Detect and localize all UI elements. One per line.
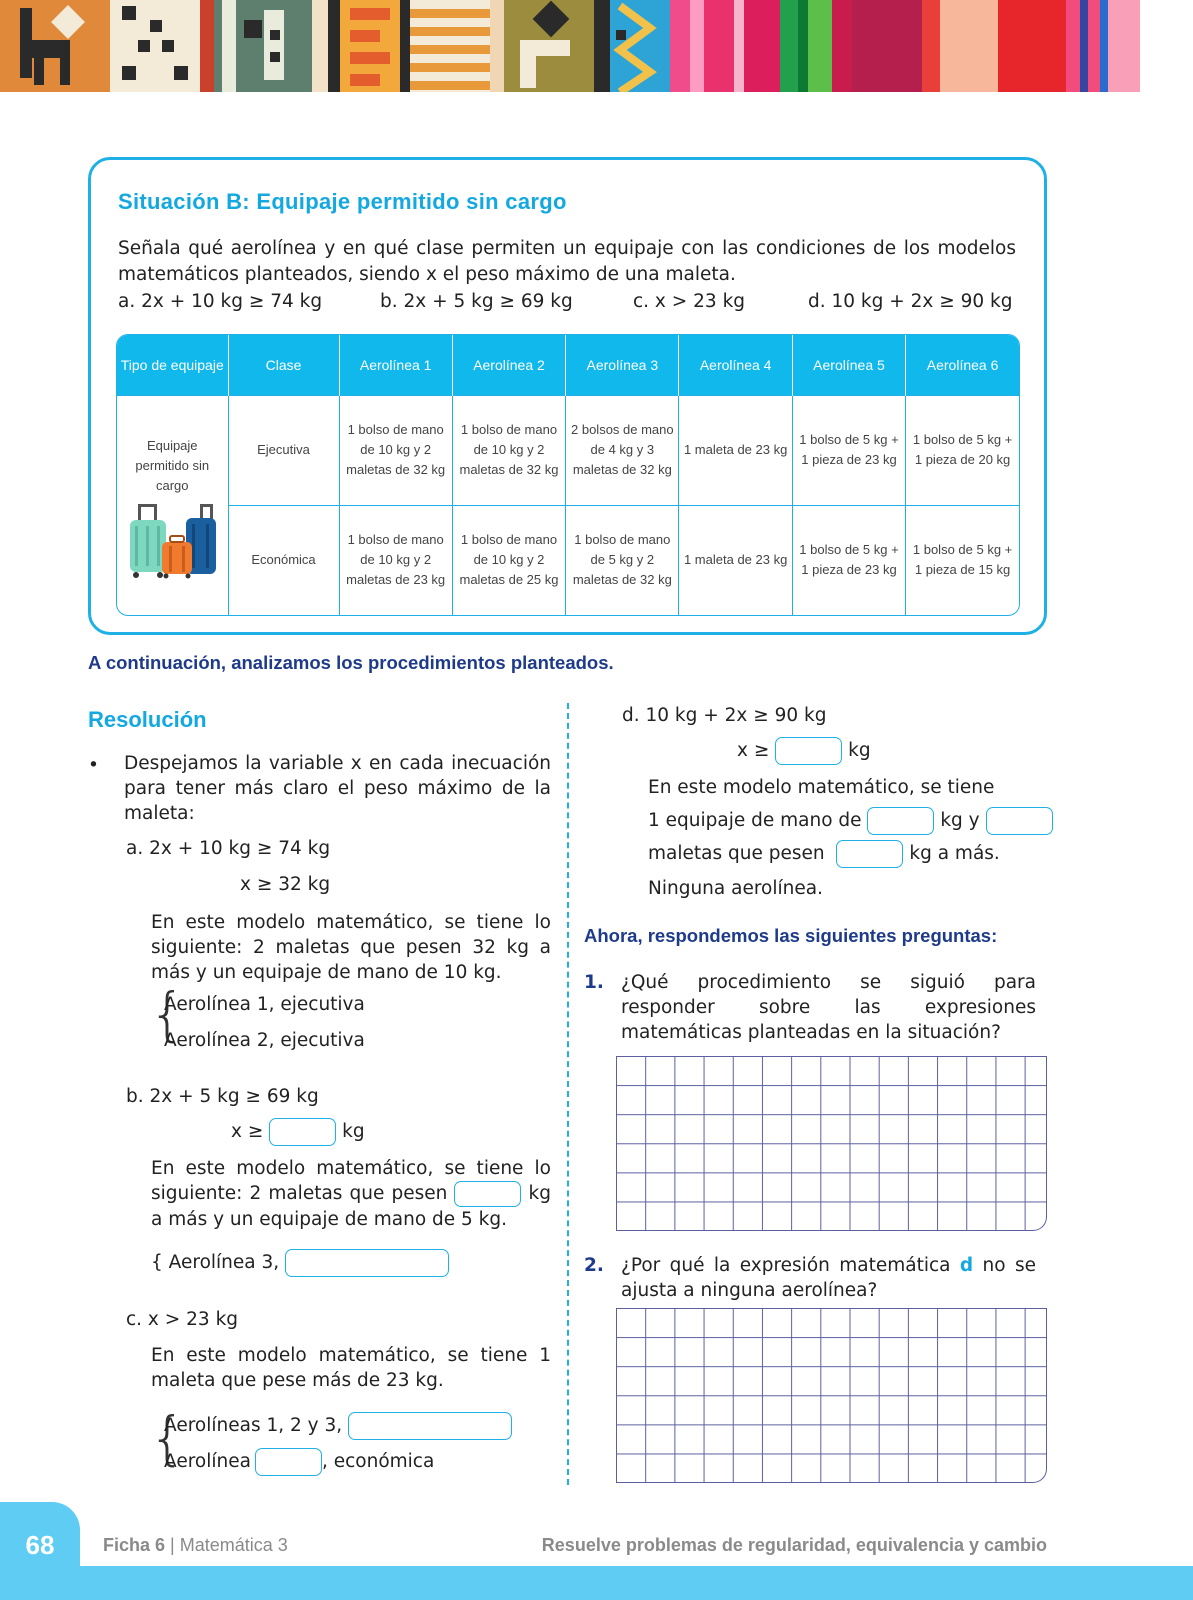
- header-airline-5: Aerolínea 5: [792, 335, 905, 395]
- header-airline-6: Aerolínea 6: [906, 335, 1019, 395]
- step-d-result: [737, 737, 871, 765]
- model-d: d. 10 kg + 2x ≥ 90 kg: [808, 291, 1013, 312]
- step-b-text-end: a más y un equipaje de mano de 5 kg.: [151, 1209, 508, 1230]
- step-d-line-2-mid: kg y: [940, 810, 980, 831]
- step-c-airline-2-field[interactable]: [255, 1448, 322, 1476]
- diamond-motif-icon: [504, 0, 594, 92]
- resolution-title: Resolución: [88, 707, 207, 732]
- lead-text: A continuación, analizamos los procedimientos planteados.: [88, 652, 614, 673]
- clase-ejecutiva: Ejecutiva: [228, 395, 339, 505]
- header-airline-4: Aerolínea 4: [679, 335, 792, 395]
- question-2-text: [621, 1253, 1036, 1303]
- answer-grid-1[interactable]: [616, 1056, 1047, 1231]
- table-cell: 1 bolso de 5 kg + 1 pieza de 23 kg: [792, 395, 905, 505]
- step-d-count-field[interactable]: [986, 807, 1053, 835]
- situation-instruction: Señala qué aerolínea y en qué clase permiten un equipaje con las condiciones de los modelos matemáticos planteados, siendo x el peso máximo de una maleta.: [118, 238, 1016, 285]
- decorative-textile-band: [0, 0, 1193, 92]
- table-cell: 1 bolso de 5 kg + 1 pieza de 15 kg: [906, 505, 1019, 615]
- step-b-unit: kg: [342, 1121, 365, 1142]
- step-b-text: [151, 1156, 551, 1232]
- step-d-model: d. 10 kg + 2x ≥ 90 kg: [622, 705, 827, 726]
- stripe-motif-icon: [340, 0, 400, 92]
- step-d-line-1: En este modelo matemático, se tiene: [648, 777, 995, 798]
- step-d-line-3-prefix: maletas que pesen: [648, 843, 825, 864]
- step-b-x-prefix: x ≥: [231, 1121, 264, 1142]
- step-b-weight-field[interactable]: [454, 1181, 521, 1207]
- footer-separator: |: [165, 1535, 180, 1555]
- header-airline-2: Aerolínea 2: [452, 335, 565, 395]
- step-d-x-prefix: x ≥: [737, 740, 770, 761]
- step-d-x-answer-field[interactable]: [775, 737, 842, 765]
- step-d-handbag-field[interactable]: [867, 807, 934, 835]
- model-a: a. 2x + 10 kg ≥ 74 kg: [118, 291, 323, 312]
- step-b-x-answer-field[interactable]: [269, 1118, 336, 1146]
- question-2-letter: d: [959, 1255, 974, 1276]
- step-b-airline-field[interactable]: [285, 1249, 449, 1277]
- step-d-line-2: [648, 807, 1053, 835]
- zigzag-motif-icon: [610, 0, 670, 92]
- step-d-line-3-suffix: kg a más.: [909, 843, 1000, 864]
- clase-economica: Económica: [228, 505, 339, 615]
- step-c-airline-2: [164, 1448, 434, 1476]
- header-clase: Clase: [228, 335, 339, 395]
- step-c-airline-2-prefix: Aerolínea: [164, 1451, 251, 1472]
- table-cell: 1 bolso de 5 kg + 1 pieza de 23 kg: [792, 505, 905, 615]
- step-c-airline-1: [164, 1412, 512, 1440]
- step-a-airline-2: Aerolínea 2, ejecutiva: [164, 1030, 365, 1051]
- answer-grid-2[interactable]: [616, 1308, 1047, 1483]
- step-b-text-unit: kg: [528, 1183, 551, 1204]
- step-b-model: b. 2x + 5 kg ≥ 69 kg: [126, 1086, 319, 1107]
- question-1-number: 1.: [584, 972, 604, 993]
- footer-ficha-label: Ficha 6: [103, 1535, 166, 1555]
- step-d-unit: kg: [848, 740, 871, 761]
- table-cell: 1 bolso de mano de 10 kg y 2 maletas de 32 kg: [452, 395, 565, 505]
- brace-icon: {: [149, 980, 186, 1048]
- header-airline-1: Aerolínea 1: [339, 335, 452, 395]
- footer-competence: Resuelve problemas de regularidad, equivalencia y cambio: [541, 1535, 1047, 1555]
- luggage-illustration-icon: [126, 500, 218, 580]
- table-cell: 1 maleta de 23 kg: [679, 505, 792, 615]
- column-divider: [567, 703, 569, 1485]
- table-row: [117, 395, 1019, 505]
- table-header-row: [117, 335, 1019, 395]
- brace-icon: {: [149, 1404, 186, 1472]
- bullet-icon: •: [88, 755, 99, 776]
- tipo-cell: [117, 395, 228, 615]
- step-c-model: c. x > 23 kg: [126, 1309, 239, 1330]
- step-d-line-3: [648, 840, 1000, 868]
- table-cell: 1 bolso de mano de 10 kg y 2 maletas de 25 kg: [452, 505, 565, 615]
- table-cell: 2 bolsos de mano de 4 kg y 3 maletas de 32 kg: [566, 395, 679, 505]
- table-row: [117, 505, 1019, 615]
- table-cell: 1 bolso de mano de 10 kg y 2 maletas de 32 kg: [339, 395, 452, 505]
- header-airline-3: Aerolínea 3: [566, 335, 679, 395]
- step-d-conclusion: Ninguna aerolínea.: [648, 878, 823, 899]
- question-2-start: ¿Por qué la expresión matemática: [621, 1255, 951, 1276]
- question-2-number: 2.: [584, 1255, 604, 1276]
- step-motif-icon: [214, 0, 312, 92]
- question-2-end: no se ajusta a ninguna aerolínea?: [621, 1255, 1036, 1301]
- step-c-airline-1-label: Aerolíneas 1, 2 y 3,: [164, 1415, 343, 1436]
- model-b: b. 2x + 5 kg ≥ 69 kg: [380, 291, 573, 312]
- step-b-result: [231, 1118, 365, 1146]
- table-cell: 1 maleta de 23 kg: [679, 395, 792, 505]
- step-a-text: En este modelo matemático, se tiene lo siguiente: 2 maletas que pesen 32 kg a más y un equipaje de mano de 10 kg.: [151, 912, 551, 983]
- step-b-airline-label: { Aerolínea 3,: [151, 1252, 280, 1273]
- table-cell: 1 bolso de mano de 5 kg y 2 maletas de 32 kg: [566, 505, 679, 615]
- page-number: 68: [25, 1530, 55, 1560]
- question-1-text: ¿Qué procedimiento se siguió para responder sobre las expresiones matemáticas planteadas en la situación?: [621, 972, 1036, 1043]
- footer-bar: [0, 1566, 1193, 1600]
- math-models-row: [118, 291, 1018, 317]
- llama-motif-icon: [0, 0, 92, 92]
- situation-title: Situación B: Equipaje permitido sin cargo: [118, 189, 567, 214]
- step-c-text: En este modelo matemático, se tiene 1 maleta que pese más de 23 kg.: [151, 1345, 551, 1391]
- footer-subject: Matemática 3: [179, 1535, 288, 1555]
- header-tipo: Tipo de equipaje: [117, 335, 228, 395]
- step-d-line-2-prefix: 1 equipaje de mano de: [648, 810, 862, 831]
- questions-heading: Ahora, respondemos las siguientes preguntas:: [584, 925, 998, 946]
- step-b-airline: [151, 1249, 449, 1277]
- model-c: c. x > 23 kg: [633, 291, 746, 312]
- step-c-airline-2-suffix: , económica: [321, 1451, 435, 1472]
- tipo-label: Equipaje permitido sin cargo: [135, 437, 210, 493]
- step-a-airline-1: Aerolínea 1, ejecutiva: [164, 994, 365, 1015]
- footer-ficha: [103, 1535, 288, 1556]
- table-cell: 1 bolso de mano de 10 kg y 2 maletas de 23 kg: [339, 505, 452, 615]
- resolution-bullet-text: Despejamos la variable x en cada inecuación para tener más claro el peso máximo de la maleta:: [124, 753, 551, 824]
- step-c-airline-1-field[interactable]: [348, 1412, 512, 1440]
- step-a-model: a. 2x + 10 kg ≥ 74 kg: [126, 838, 331, 859]
- step-b-text-start: En este modelo matemático, se tiene lo siguiente: 2 maletas que pesen: [151, 1158, 551, 1204]
- table-cell: 1 bolso de 5 kg + 1 pieza de 20 kg: [906, 395, 1019, 505]
- luggage-table: [116, 334, 1020, 616]
- geometric-motif-icon: [110, 0, 200, 92]
- step-d-weight-field[interactable]: [836, 840, 903, 868]
- step-a-result: x ≥ 32 kg: [240, 874, 331, 895]
